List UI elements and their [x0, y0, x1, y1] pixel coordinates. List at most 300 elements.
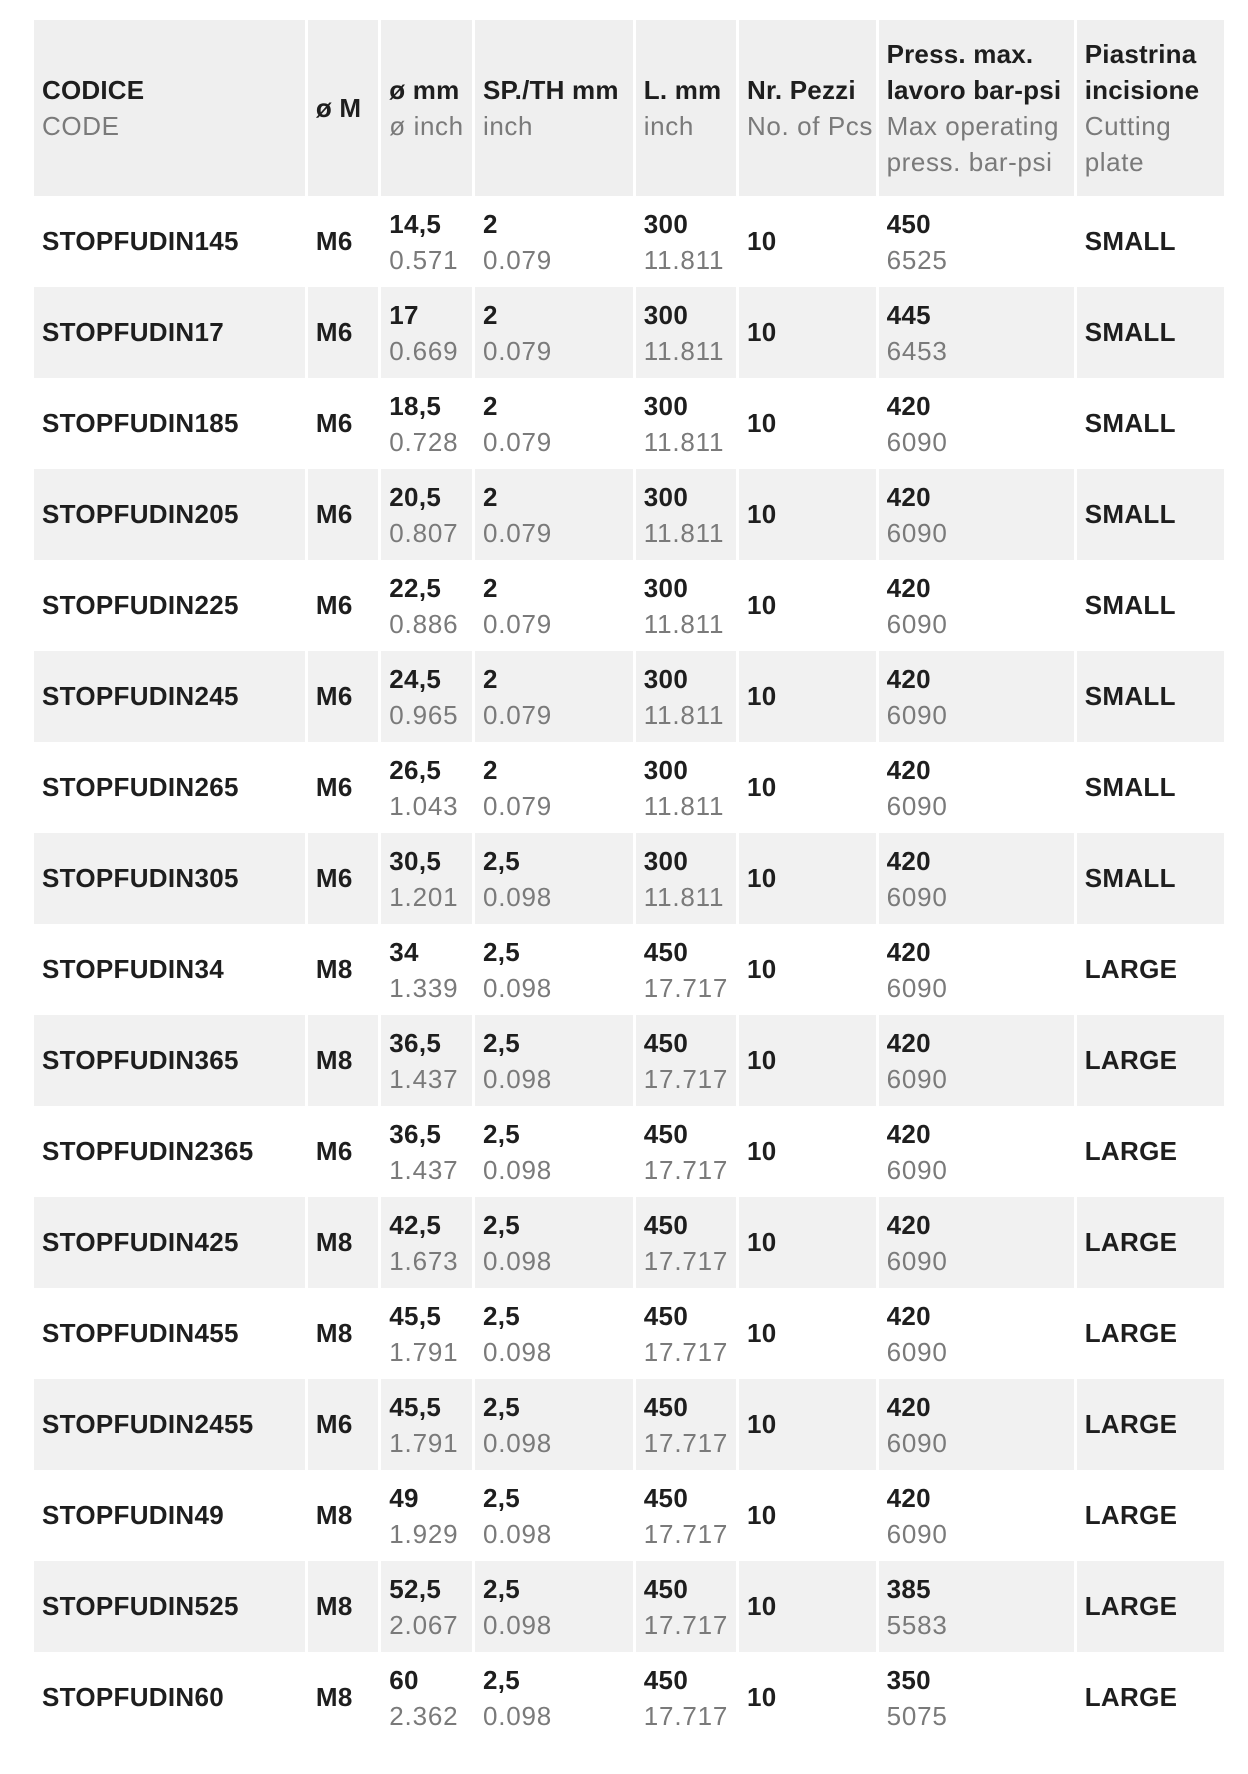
pressure-psi: 6090 — [886, 881, 948, 912]
diameter-inch: 1.201 — [389, 881, 459, 912]
length-inch: 17.717 — [643, 1154, 729, 1185]
cell-pieces — [739, 1106, 876, 1197]
product-code: STOPFUDIN49 — [42, 1500, 224, 1530]
diameter-inch: 0.965 — [389, 699, 459, 730]
cell-pieces — [739, 1470, 876, 1561]
cell-pieces — [739, 924, 876, 1015]
diameter-inch: 0.728 — [389, 426, 459, 457]
diameter-inch: 2.362 — [389, 1700, 459, 1731]
thread-size: M8 — [315, 1227, 353, 1257]
plate-size: LARGE — [1084, 1500, 1178, 1530]
pressure-bar: 420 — [886, 390, 931, 421]
diameter-mm: 20,5 — [389, 481, 442, 512]
length-mm: 300 — [643, 481, 689, 512]
table-row — [34, 1652, 1224, 1743]
thickness-mm: 2,5 — [482, 1027, 520, 1058]
cell-plate — [1077, 1379, 1224, 1470]
length-inch: 17.717 — [643, 972, 729, 1003]
pressure-bar: 420 — [886, 572, 931, 603]
thickness-inch: 0.098 — [482, 1063, 553, 1094]
cell-thickness — [475, 1652, 633, 1743]
pieces-count: 10 — [747, 772, 777, 802]
pieces-count: 10 — [747, 1227, 777, 1257]
cell-pieces — [739, 287, 876, 378]
pressure-bar: 420 — [886, 481, 931, 512]
pieces-count: 10 — [747, 1591, 777, 1621]
diameter-mm: 45,5 — [389, 1391, 442, 1422]
cell-thread — [308, 287, 378, 378]
thickness-mm: 2,5 — [482, 1482, 520, 1513]
cell-pressure — [879, 1379, 1074, 1470]
cell-pressure — [879, 469, 1074, 560]
cell-thread — [308, 469, 378, 560]
length-inch: 17.717 — [643, 1063, 729, 1094]
pressure-bar: 420 — [886, 936, 931, 967]
thickness-mm: 2,5 — [482, 936, 520, 967]
plate-size: SMALL — [1084, 226, 1176, 256]
cell-code — [34, 378, 305, 469]
header-pieces-en: No. of Pcs — [747, 111, 873, 141]
table-row — [34, 469, 1224, 560]
cell-length — [636, 1288, 736, 1379]
cell-pieces — [739, 651, 876, 742]
cell-thread — [308, 378, 378, 469]
table-row — [34, 560, 1224, 651]
product-code: STOPFUDIN365 — [42, 1045, 239, 1075]
product-code: STOPFUDIN60 — [42, 1682, 224, 1712]
plate-size: LARGE — [1084, 1591, 1178, 1621]
cell-thread — [308, 1106, 378, 1197]
plate-size: SMALL — [1084, 863, 1176, 893]
plate-size: LARGE — [1084, 1045, 1178, 1075]
length-inch: 17.717 — [643, 1427, 729, 1458]
cell-length — [636, 1561, 736, 1652]
diameter-inch: 0.807 — [389, 517, 459, 548]
table-row — [34, 1379, 1224, 1470]
length-mm: 450 — [643, 1482, 689, 1513]
header-thread — [308, 20, 378, 196]
header-length-inch: inch — [643, 111, 694, 141]
cell-code — [34, 833, 305, 924]
diameter-mm: 30,5 — [389, 845, 442, 876]
pieces-count: 10 — [747, 1409, 777, 1439]
diameter-mm: 36,5 — [389, 1118, 442, 1149]
cell-thickness — [475, 1288, 633, 1379]
cell-plate — [1077, 1652, 1224, 1743]
cell-plate — [1077, 924, 1224, 1015]
pressure-bar: 420 — [886, 1118, 931, 1149]
diameter-mm: 45,5 — [389, 1300, 442, 1331]
diameter-mm: 26,5 — [389, 754, 442, 785]
cell-length — [636, 1197, 736, 1288]
length-inch: 11.811 — [643, 244, 725, 275]
header-diameter-mm: ø mm — [389, 75, 460, 105]
length-mm: 450 — [643, 936, 689, 967]
product-code: STOPFUDIN2455 — [42, 1409, 254, 1439]
thickness-inch: 0.098 — [482, 1245, 553, 1276]
header-length — [636, 20, 736, 196]
header-plate-it-2: incisione — [1084, 75, 1200, 105]
header-thickness — [475, 20, 633, 196]
table-row — [34, 196, 1224, 287]
cell-diameter — [381, 1015, 472, 1106]
cell-plate — [1077, 469, 1224, 560]
cell-thread — [308, 1470, 378, 1561]
thread-size: M6 — [315, 226, 353, 256]
length-inch: 17.717 — [643, 1700, 729, 1731]
plate-size: SMALL — [1084, 772, 1176, 802]
cell-thickness — [475, 287, 633, 378]
thickness-mm: 2,5 — [482, 1573, 520, 1604]
length-inch: 11.811 — [643, 517, 725, 548]
thread-size: M8 — [315, 1682, 353, 1712]
cell-pressure — [879, 1288, 1074, 1379]
thread-size: M6 — [315, 863, 353, 893]
length-mm: 450 — [643, 1027, 689, 1058]
product-code: STOPFUDIN455 — [42, 1318, 239, 1348]
cell-length — [636, 1470, 736, 1561]
pieces-count: 10 — [747, 954, 777, 984]
cell-plate — [1077, 378, 1224, 469]
thickness-mm: 2,5 — [482, 1118, 520, 1149]
diameter-mm: 34 — [389, 936, 419, 967]
length-mm: 450 — [643, 1391, 689, 1422]
pressure-psi: 6090 — [886, 1427, 948, 1458]
pressure-psi: 6090 — [886, 517, 948, 548]
thread-size: M6 — [315, 1136, 353, 1166]
pressure-bar: 450 — [886, 208, 931, 239]
product-code: STOPFUDIN305 — [42, 863, 239, 893]
plate-size: LARGE — [1084, 954, 1178, 984]
pressure-bar: 420 — [886, 1300, 931, 1331]
header-pressure-it-1: Press. max. — [886, 39, 1034, 69]
cell-plate — [1077, 1561, 1224, 1652]
cell-plate — [1077, 1470, 1224, 1561]
plate-size: LARGE — [1084, 1136, 1178, 1166]
diameter-inch: 2.067 — [389, 1609, 459, 1640]
table-row — [34, 1106, 1224, 1197]
cell-pieces — [739, 1652, 876, 1743]
cell-pressure — [879, 196, 1074, 287]
product-code: STOPFUDIN17 — [42, 317, 224, 347]
pieces-count: 10 — [747, 499, 777, 529]
diameter-inch: 1.791 — [389, 1336, 459, 1367]
length-inch: 11.811 — [643, 426, 725, 457]
cell-diameter — [381, 196, 472, 287]
cell-thickness — [475, 378, 633, 469]
header-plate-en-1: Cutting — [1084, 111, 1172, 141]
thickness-mm: 2,5 — [482, 845, 520, 876]
cell-length — [636, 1379, 736, 1470]
pressure-bar: 420 — [886, 1027, 931, 1058]
pressure-psi: 6453 — [886, 335, 948, 366]
cell-pressure — [879, 287, 1074, 378]
cell-plate — [1077, 287, 1224, 378]
thickness-inch: 0.098 — [482, 881, 553, 912]
diameter-inch: 1.929 — [389, 1518, 459, 1549]
cell-thickness — [475, 742, 633, 833]
plate-size: SMALL — [1084, 590, 1176, 620]
header-pressure — [879, 20, 1074, 196]
length-mm: 450 — [643, 1573, 689, 1604]
thread-size: M6 — [315, 1409, 353, 1439]
diameter-inch: 1.043 — [389, 790, 459, 821]
cell-plate — [1077, 742, 1224, 833]
cell-thread — [308, 196, 378, 287]
table-row — [34, 1015, 1224, 1106]
diameter-inch: 1.339 — [389, 972, 459, 1003]
thickness-mm: 2 — [482, 663, 498, 694]
table-row — [34, 378, 1224, 469]
product-code: STOPFUDIN145 — [42, 226, 239, 256]
table-row — [34, 651, 1224, 742]
cell-diameter — [381, 1652, 472, 1743]
pieces-count: 10 — [747, 681, 777, 711]
product-table-container — [34, 20, 1230, 1743]
cell-length — [636, 196, 736, 287]
cell-code — [34, 1288, 305, 1379]
diameter-inch: 0.571 — [389, 244, 459, 275]
cell-length — [636, 833, 736, 924]
cell-thickness — [475, 469, 633, 560]
plate-size: LARGE — [1084, 1409, 1178, 1439]
thread-size: M8 — [315, 954, 353, 984]
thickness-mm: 2 — [482, 572, 498, 603]
thread-size: M6 — [315, 317, 353, 347]
cell-pieces — [739, 469, 876, 560]
pressure-psi: 6090 — [886, 790, 948, 821]
cell-diameter — [381, 742, 472, 833]
cell-thread — [308, 651, 378, 742]
cell-diameter — [381, 560, 472, 651]
product-code: STOPFUDIN225 — [42, 590, 239, 620]
cell-code — [34, 469, 305, 560]
thread-size: M6 — [315, 772, 353, 802]
header-code-it: CODICE — [42, 75, 145, 105]
cell-code — [34, 1379, 305, 1470]
cell-thickness — [475, 1379, 633, 1470]
cell-length — [636, 1652, 736, 1743]
cell-thickness — [475, 924, 633, 1015]
plate-size: LARGE — [1084, 1227, 1178, 1257]
cell-thickness — [475, 1470, 633, 1561]
diameter-mm: 24,5 — [389, 663, 442, 694]
cell-pressure — [879, 1106, 1074, 1197]
cell-pieces — [739, 1561, 876, 1652]
cell-pressure — [879, 1470, 1074, 1561]
cell-diameter — [381, 287, 472, 378]
table-row — [34, 833, 1224, 924]
cell-thickness — [475, 1106, 633, 1197]
cell-pressure — [879, 1015, 1074, 1106]
thickness-mm: 2,5 — [482, 1300, 520, 1331]
thickness-mm: 2,5 — [482, 1664, 520, 1695]
length-mm: 450 — [643, 1209, 689, 1240]
product-code: STOPFUDIN185 — [42, 408, 239, 438]
cell-thread — [308, 833, 378, 924]
header-plate-en-2: plate — [1084, 147, 1145, 177]
pressure-psi: 6525 — [886, 244, 948, 275]
thickness-inch: 0.079 — [482, 335, 553, 366]
table-row — [34, 287, 1224, 378]
thickness-inch: 0.079 — [482, 517, 553, 548]
diameter-inch: 1.791 — [389, 1427, 459, 1458]
pressure-bar: 445 — [886, 299, 931, 330]
diameter-mm: 36,5 — [389, 1027, 442, 1058]
pieces-count: 10 — [747, 1045, 777, 1075]
diameter-inch: 0.886 — [389, 608, 459, 639]
plate-size: LARGE — [1084, 1318, 1178, 1348]
pieces-count: 10 — [747, 317, 777, 347]
length-inch: 11.811 — [643, 790, 725, 821]
thickness-inch: 0.079 — [482, 244, 553, 275]
thickness-inch: 0.079 — [482, 699, 553, 730]
table-row — [34, 924, 1224, 1015]
diameter-mm: 17 — [389, 299, 419, 330]
thickness-inch: 0.098 — [482, 1336, 553, 1367]
cell-pressure — [879, 1561, 1074, 1652]
product-code: STOPFUDIN425 — [42, 1227, 239, 1257]
cell-code — [34, 1106, 305, 1197]
length-inch: 17.717 — [643, 1336, 729, 1367]
header-row — [34, 20, 1224, 196]
cell-thread — [308, 1288, 378, 1379]
cell-pressure — [879, 1652, 1074, 1743]
product-code: STOPFUDIN265 — [42, 772, 239, 802]
cell-code — [34, 560, 305, 651]
thickness-mm: 2 — [482, 299, 498, 330]
pressure-psi: 6090 — [886, 699, 948, 730]
pieces-count: 10 — [747, 1500, 777, 1530]
header-thickness-mm: SP./TH mm — [482, 75, 619, 105]
cell-thread — [308, 924, 378, 1015]
table-row — [34, 1288, 1224, 1379]
thread-size: M8 — [315, 1500, 353, 1530]
table-row — [34, 1561, 1224, 1652]
thickness-mm: 2,5 — [482, 1209, 520, 1240]
length-mm: 300 — [643, 208, 689, 239]
diameter-mm: 52,5 — [389, 1573, 442, 1604]
length-mm: 300 — [643, 663, 689, 694]
plate-size: SMALL — [1084, 408, 1176, 438]
thickness-inch: 0.098 — [482, 1518, 553, 1549]
length-mm: 300 — [643, 754, 689, 785]
cell-pressure — [879, 1197, 1074, 1288]
plate-size: LARGE — [1084, 1682, 1178, 1712]
cell-pieces — [739, 742, 876, 833]
cell-thickness — [475, 833, 633, 924]
length-mm: 300 — [643, 845, 689, 876]
pressure-bar: 385 — [886, 1573, 931, 1604]
thread-size: M8 — [315, 1045, 353, 1075]
thickness-inch: 0.098 — [482, 1154, 553, 1185]
length-inch: 11.811 — [643, 699, 725, 730]
cell-plate — [1077, 1197, 1224, 1288]
thickness-mm: 2 — [482, 754, 498, 785]
length-mm: 450 — [643, 1118, 689, 1149]
cell-thread — [308, 1015, 378, 1106]
cell-pieces — [739, 378, 876, 469]
pieces-count: 10 — [747, 226, 777, 256]
cell-diameter — [381, 1197, 472, 1288]
cell-length — [636, 469, 736, 560]
header-pieces — [739, 20, 876, 196]
cell-code — [34, 1015, 305, 1106]
cell-pieces — [739, 1379, 876, 1470]
length-mm: 450 — [643, 1300, 689, 1331]
length-inch: 17.717 — [643, 1609, 729, 1640]
cell-diameter — [381, 1561, 472, 1652]
cell-pieces — [739, 560, 876, 651]
table-row — [34, 742, 1224, 833]
cell-plate — [1077, 1106, 1224, 1197]
table-header — [34, 20, 1224, 196]
product-table — [31, 20, 1227, 1743]
cell-thickness — [475, 651, 633, 742]
header-pressure-it-2: lavoro bar-psi — [886, 75, 1062, 105]
cell-thickness — [475, 1015, 633, 1106]
pieces-count: 10 — [747, 1136, 777, 1166]
pressure-bar: 350 — [886, 1664, 931, 1695]
thread-size: M6 — [315, 499, 353, 529]
thickness-inch: 0.098 — [482, 972, 553, 1003]
product-code: STOPFUDIN525 — [42, 1591, 239, 1621]
thread-size: M6 — [315, 590, 353, 620]
diameter-mm: 42,5 — [389, 1209, 442, 1240]
pressure-psi: 6090 — [886, 1518, 948, 1549]
thickness-inch: 0.079 — [482, 426, 553, 457]
cell-plate — [1077, 196, 1224, 287]
header-pressure-en-1: Max operating — [886, 111, 1060, 141]
pressure-psi: 6090 — [886, 608, 948, 639]
product-code: STOPFUDIN2365 — [42, 1136, 254, 1166]
thickness-inch: 0.079 — [482, 608, 553, 639]
pressure-bar: 420 — [886, 754, 931, 785]
thickness-inch: 0.079 — [482, 790, 553, 821]
header-plate-it-1: Piastrina — [1084, 39, 1197, 69]
cell-diameter — [381, 924, 472, 1015]
cell-thickness — [475, 560, 633, 651]
diameter-mm: 22,5 — [389, 572, 442, 603]
cell-code — [34, 196, 305, 287]
cell-diameter — [381, 1288, 472, 1379]
cell-diameter — [381, 1379, 472, 1470]
cell-diameter — [381, 1470, 472, 1561]
product-code: STOPFUDIN245 — [42, 681, 239, 711]
pressure-bar: 420 — [886, 1391, 931, 1422]
pressure-psi: 6090 — [886, 972, 948, 1003]
cell-diameter — [381, 378, 472, 469]
header-plate — [1077, 20, 1224, 196]
length-mm: 300 — [643, 572, 689, 603]
diameter-inch: 0.669 — [389, 335, 459, 366]
cell-code — [34, 924, 305, 1015]
thickness-inch: 0.098 — [482, 1427, 553, 1458]
cell-code — [34, 1470, 305, 1561]
thickness-mm: 2 — [482, 481, 498, 512]
cell-pieces — [739, 1288, 876, 1379]
cell-pressure — [879, 924, 1074, 1015]
thread-size: M6 — [315, 408, 353, 438]
cell-pressure — [879, 742, 1074, 833]
pressure-psi: 6090 — [886, 426, 948, 457]
pieces-count: 10 — [747, 863, 777, 893]
cell-pressure — [879, 833, 1074, 924]
diameter-mm: 18,5 — [389, 390, 442, 421]
cell-thread — [308, 560, 378, 651]
cell-plate — [1077, 1015, 1224, 1106]
header-diameter — [381, 20, 472, 196]
